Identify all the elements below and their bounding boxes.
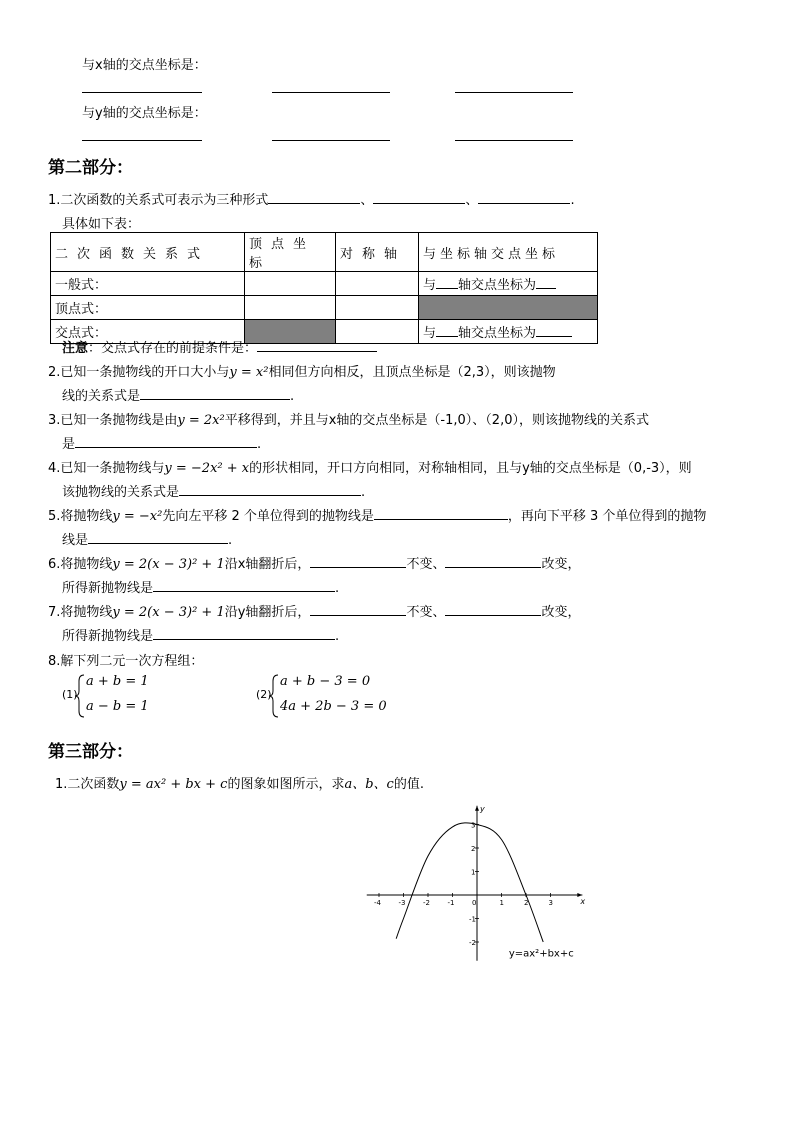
- answer-blank[interactable]: [257, 339, 377, 352]
- question-2-1: 1.二次函数的关系式可表示为三种形式 、 、 .: [48, 193, 575, 208]
- part3-heading: 第三部分：: [48, 742, 133, 762]
- parabola-curve: [396, 823, 543, 942]
- table-cell[interactable]: 与 轴交点坐标为: [419, 272, 598, 296]
- x-tick-label: -1: [447, 899, 455, 907]
- curve-label: y=ax²+bx+c: [508, 948, 574, 960]
- y-tick-label: 3: [471, 821, 476, 830]
- answer-blank[interactable]: [75, 435, 257, 448]
- y-tick-label: 1: [471, 868, 476, 877]
- note: 注意：交点式存在的前提条件是：: [62, 337, 377, 356]
- answer-blank[interactable]: [445, 555, 541, 568]
- table-cell-shaded: [419, 296, 598, 320]
- question-2-8: 8.解下列二元一次方程组：: [48, 654, 204, 669]
- table-header: 与坐标轴交点坐标: [419, 233, 598, 272]
- answer-blank[interactable]: [179, 483, 361, 496]
- answer-line[interactable]: [455, 92, 573, 93]
- table-header-row: [51, 233, 598, 272]
- table-header: 顶点坐标: [245, 233, 336, 272]
- question-2-6: 6.将抛物线y = 2(x − 3)² + 1沿x轴翻折后， 不变、 改变，: [48, 557, 581, 572]
- question-2-7: 7.将抛物线y = 2(x − 3)² + 1沿y轴翻折后， 不变、 改变，: [48, 605, 581, 620]
- answer-line[interactable]: [82, 92, 202, 93]
- answer-blank[interactable]: [373, 191, 465, 204]
- table-cell[interactable]: 与 轴交点坐标为: [419, 320, 598, 344]
- answer-blank[interactable]: [153, 627, 335, 640]
- system-2-eq1: a + b − 3 = 0: [280, 674, 371, 689]
- answer-blank[interactable]: [478, 191, 570, 204]
- question-3-1: 1.二次函数y = ax² + bx + c的图象如图所示，求a、b、c的值.: [55, 777, 424, 792]
- table-cell[interactable]: [245, 296, 336, 320]
- table-cell: 交点式：: [51, 320, 245, 344]
- question-2-5-cont: 线是 .: [62, 533, 233, 548]
- question-2-2: 2.已知一条抛物线的开口大小与y = x²相同但方向相反，且顶点坐标是（2,3），则该抛物: [48, 365, 556, 380]
- y-axis-arrow-icon: [475, 806, 479, 811]
- system-1-eq1: a + b = 1: [86, 674, 149, 689]
- answer-blank[interactable]: [310, 603, 406, 616]
- question-2-3-cont: 是 .: [62, 437, 262, 452]
- table-cell[interactable]: [336, 296, 419, 320]
- answer-line[interactable]: [455, 140, 573, 141]
- answer-line[interactable]: [272, 92, 390, 93]
- answer-line[interactable]: [272, 140, 390, 141]
- y-tick-label: -2: [469, 939, 476, 947]
- table-cell: 顶点式：: [51, 296, 245, 320]
- table-cell[interactable]: [336, 272, 419, 296]
- question-2-4: 4.已知一条抛物线与y = −2x² + x的形状相同，开口方向相同，对称轴相同，且与y轴的交点坐标是（0,-3），则: [48, 461, 692, 476]
- system-1-eq2: a − b = 1: [86, 699, 149, 714]
- system-2-label: (2): [256, 688, 272, 701]
- y-tick-label: 2: [471, 845, 476, 853]
- x-tick-label: 2: [524, 899, 529, 907]
- brace-icon: [74, 673, 86, 719]
- x-tick-label: -3: [398, 899, 406, 907]
- function-forms-table: [50, 232, 598, 344]
- answer-blank[interactable]: [445, 603, 541, 616]
- x-tick-label: -2: [423, 899, 430, 907]
- answer-blank[interactable]: [140, 387, 290, 400]
- table-header: 对称轴: [336, 233, 419, 272]
- table-intro: 具体如下表：: [62, 217, 141, 232]
- x-tick-label: 1: [499, 899, 504, 907]
- question-2-7-cont: 所得新抛物线是 .: [62, 629, 340, 644]
- answer-blank[interactable]: [153, 579, 335, 592]
- table-row: [51, 296, 598, 320]
- x-tick-label: 3: [548, 899, 553, 907]
- question-2-4-cont: 该抛物线的关系式是 .: [62, 485, 366, 500]
- table-header: 二次函数关系式: [51, 233, 245, 272]
- question-2-3: 3.已知一条抛物线是由y = 2x²平移得到，并且与x轴的交点坐标是（-1,0）、（2,0），则该抛物线的关系式: [48, 413, 649, 428]
- question-2-6-cont: 所得新抛物线是 .: [62, 581, 340, 596]
- table-cell[interactable]: [245, 272, 336, 296]
- table-row: [51, 272, 598, 296]
- y-axis-label: y: [480, 804, 485, 814]
- x-tick-label: -4: [374, 899, 381, 907]
- x-axis-label: x: [580, 897, 586, 906]
- question-2-2-cont: 线的关系式是 .: [62, 389, 295, 404]
- y-axis-intersection-label: 与y轴的交点坐标是：: [82, 106, 207, 121]
- brace-icon: [268, 673, 280, 719]
- x-axis-intersection-label: 与x轴的交点坐标是：: [82, 58, 207, 73]
- table-cell: 一般式：: [51, 272, 245, 296]
- y-tick-label: -1: [469, 915, 476, 924]
- system-1-label: (1): [62, 688, 78, 701]
- question-2-5: 5.将抛物线y = −x²先向左平移 2 个单位得到的抛物线是 ，再向下平移 3 个单位得到的抛物: [48, 509, 707, 524]
- answer-blank[interactable]: [268, 191, 360, 204]
- answer-blank[interactable]: [374, 507, 508, 520]
- parabola-chart: [355, 795, 595, 975]
- answer-blank[interactable]: [88, 531, 228, 544]
- origin-label: 0: [472, 899, 477, 907]
- part2-heading: 第二部分：: [48, 158, 133, 178]
- system-2-eq2: 4a + 2b − 3 = 0: [280, 699, 387, 714]
- answer-blank[interactable]: [310, 555, 406, 568]
- answer-line[interactable]: [82, 140, 202, 141]
